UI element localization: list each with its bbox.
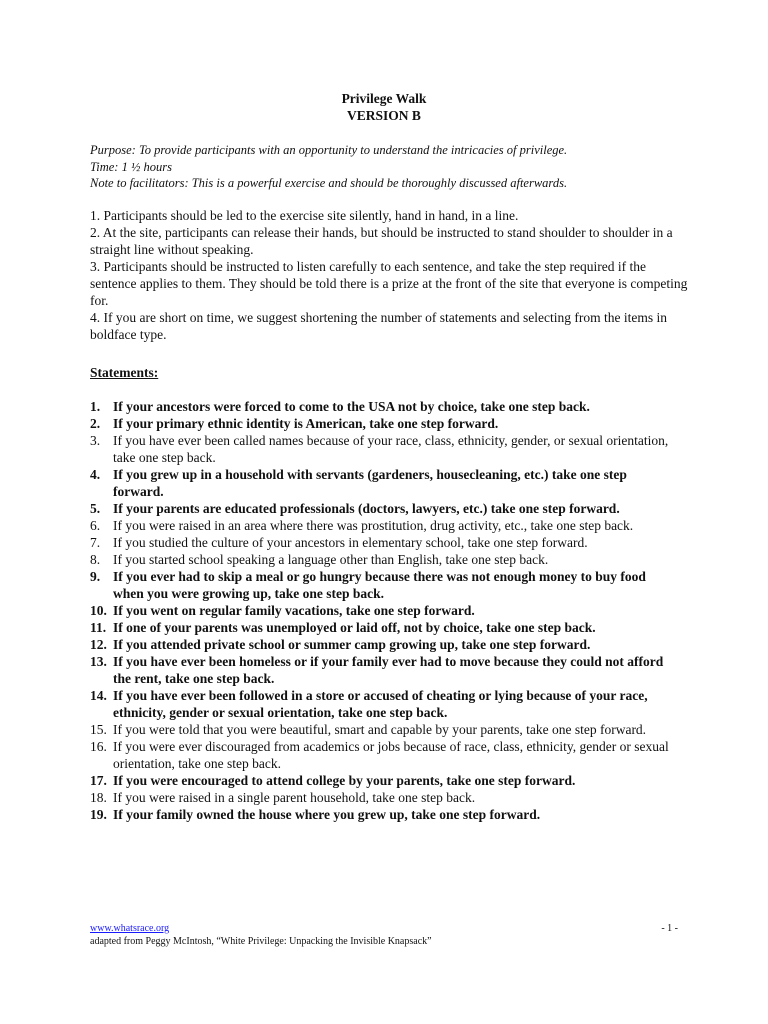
statement-text: If your primary ethnic identity is American, take one step forward.: [113, 416, 499, 431]
statement-item: [90, 534, 670, 551]
statement-item: [90, 432, 670, 466]
statement-number: 18.: [90, 790, 107, 805]
statement-text: If you have ever been called names because of your race, class, ethnicity, gender, or sexual orientation, take one step back.: [113, 433, 669, 465]
intro-notes: [90, 142, 690, 192]
statement-text: If you went on regular family vacations, take one step forward.: [113, 603, 475, 618]
instruction-item: 3. Participants should be instructed to listen carefully to each sentence, and take the step required if the sentence applies to them. They should be told there is a prize at the front of the site that everyone is competing for.: [90, 259, 688, 308]
footer-credit: adapted from Peggy McIntosh, “White Privilege: Unpacking the Invisible Knapsack”: [90, 936, 432, 947]
statements-heading: Statements:: [90, 365, 159, 380]
statement-number: 15.: [90, 722, 107, 737]
statement-number: 11.: [90, 620, 107, 635]
statement-text: If you started school speaking a language other than English, take one step back.: [113, 552, 549, 567]
instructions-block: [90, 207, 688, 343]
statement-number: 4.: [90, 467, 101, 482]
statement-text: If your family owned the house where you grew up, take one step forward.: [113, 807, 541, 822]
statement-item: [90, 789, 670, 806]
statement-item: [90, 619, 670, 636]
statement-item: [90, 687, 670, 721]
statement-item: [90, 636, 670, 653]
statement-item: [90, 721, 670, 738]
statement-item: [90, 415, 670, 432]
statement-number: 6.: [90, 518, 101, 533]
statement-item: [90, 772, 670, 789]
purpose-text: Purpose: To provide participants with an opportunity to understand the intricacies of privilege.: [90, 143, 568, 157]
statement-item: [90, 653, 670, 687]
statement-item: [90, 398, 670, 415]
statement-text: If your parents are educated professionals (doctors, lawyers, etc.) take one step forward.: [113, 501, 620, 516]
statement-number: 5.: [90, 501, 101, 516]
time-text: Time: 1 ½ hours: [90, 159, 172, 174]
page-number: - 1 -: [661, 923, 678, 934]
statement-item: [90, 568, 670, 602]
statement-number: 3.: [90, 433, 101, 448]
statement-item: [90, 602, 670, 619]
statement-item: [90, 806, 670, 823]
statement-text: If you were told that you were beautiful, smart and capable by your parents, take one step forward.: [113, 722, 647, 737]
statement-text: If you have ever been followed in a store or accused of cheating or lying because of your race, ethnicity, gender or sexual orientation, take one step back.: [113, 688, 648, 720]
statement-number: 13.: [90, 654, 107, 669]
statement-number: 2.: [90, 416, 101, 431]
statement-text: If you were encouraged to attend college by your parents, take one step forward.: [113, 773, 576, 788]
statements-list: [90, 398, 670, 823]
statement-text: If you were ever discouraged from academics or jobs because of race, class, ethnicity, gender or sexual orientation, take one step back.: [113, 739, 669, 771]
footer-website-link[interactable]: www.whatsrace.org: [90, 923, 170, 934]
statement-text: If you grew up in a household with servants (gardeners, housecleaning, etc.) take one step forward.: [113, 467, 627, 499]
statement-item: [90, 551, 670, 568]
statement-item: [90, 517, 670, 534]
instruction-item: 1. Participants should be led to the exercise site silently, hand in hand, in a line.: [90, 208, 519, 223]
statement-number: 17.: [90, 773, 107, 788]
statement-text: If you were raised in a single parent household, take one step back.: [113, 790, 476, 805]
statement-number: 9.: [90, 569, 101, 584]
statement-number: 12.: [90, 637, 107, 652]
statement-number: 8.: [90, 552, 101, 567]
instruction-item: 2. At the site, participants can release their hands, but should be instructed to stand shoulder to shoulder in a straight line without speaking.: [90, 225, 673, 257]
statement-text: If you ever had to skip a meal or go hungry because there was not enough money to buy food when you were growing up, take one step back.: [113, 569, 646, 601]
statement-number: 16.: [90, 739, 107, 754]
instruction-item: 4. If you are short on time, we suggest shortening the number of statements and selecting from the items in boldface type.: [90, 310, 667, 342]
document-version: VERSION B: [347, 108, 421, 123]
statement-text: If you attended private school or summer camp growing up, take one step forward.: [113, 637, 591, 652]
statement-number: 1.: [90, 399, 101, 414]
statement-item: [90, 466, 670, 500]
statement-text: If your ancestors were forced to come to the USA not by choice, take one step back.: [113, 399, 590, 414]
document-title: Privilege Walk: [341, 91, 427, 106]
statement-item: [90, 738, 670, 772]
facilitator-note: Note to facilitators: This is a powerful exercise and should be thoroughly discussed afterwards.: [90, 176, 568, 190]
statement-text: If you studied the culture of your ancestors in elementary school, take one step forward.: [113, 535, 588, 550]
statement-text: If one of your parents was unemployed or laid off, not by choice, take one step back.: [113, 620, 596, 635]
document-title-block: [0, 90, 768, 124]
statement-item: [90, 500, 670, 517]
statement-text: If you have ever been homeless or if your family ever had to move because they could not afford the rent, take one step back.: [113, 654, 664, 686]
statement-number: 7.: [90, 535, 101, 550]
statement-number: 19.: [90, 807, 107, 822]
statement-number: 14.: [90, 688, 107, 703]
statement-number: 10.: [90, 603, 107, 618]
statement-text: If you were raised in an area where there was prostitution, drug activity, etc., take one step back.: [113, 518, 634, 533]
